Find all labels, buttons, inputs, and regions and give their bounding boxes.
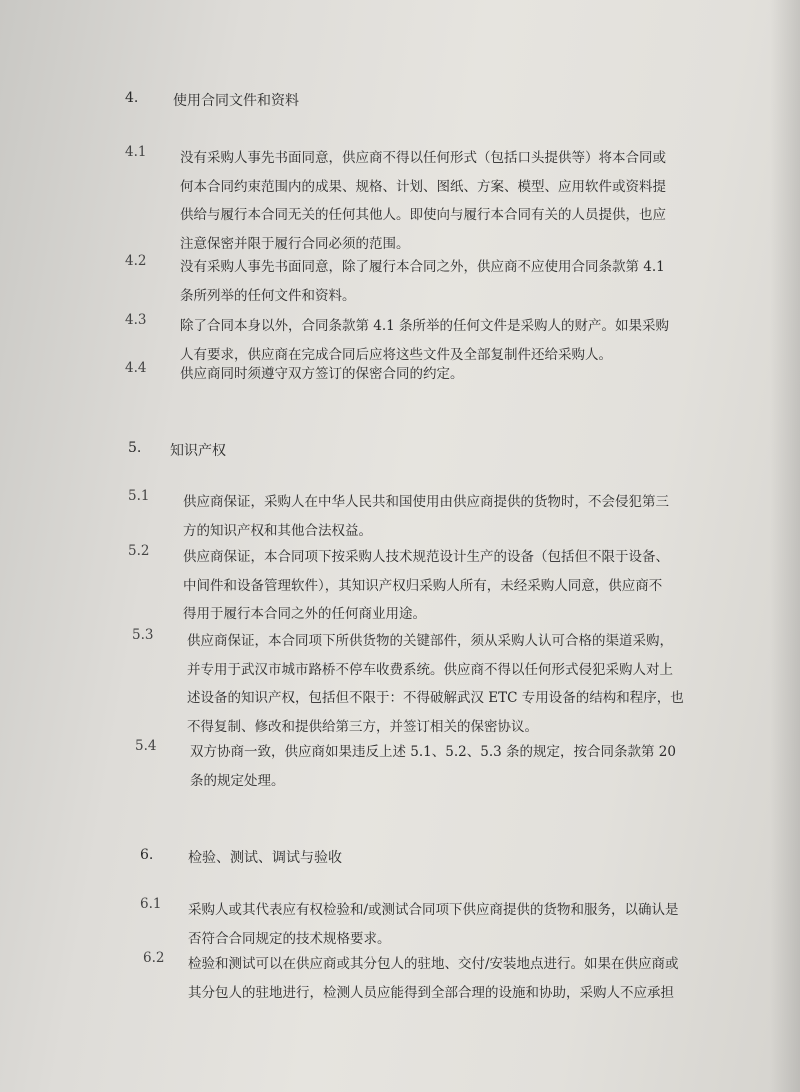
- clause-line: 检验和测试可以在供应商或其分包人的驻地、交付/安装地点进行。如果在供应商或: [188, 956, 679, 972]
- clause-number: 5.1: [128, 488, 150, 504]
- clause-line: 条的规定处理。: [190, 772, 285, 789]
- clause-line: 人有要求，供应商在完成合同后应将这些文件及全部复制件还给采购人。: [180, 346, 612, 363]
- section-number: 4.: [125, 90, 139, 106]
- section-title: 检验、测试、调试与验收: [188, 850, 342, 866]
- clause-line: 得用于履行本合同之外的任何商业用途。: [183, 606, 426, 622]
- clause-line: 中间件和设备管理软件），其知识产权归采购人所有，未经采购人同意，供应商不: [183, 577, 663, 594]
- clause-line: 供应商保证，采购人在中华人民共和国使用由供应商提供的货物时，不会侵犯第三: [183, 494, 669, 510]
- clause-text: [180, 360, 464, 389]
- clause-line: 供应商同时须遵守双方签订的保密合同的约定。: [180, 366, 464, 382]
- clause-text: [183, 488, 669, 545]
- clause-text: [183, 543, 669, 629]
- clause-text: [188, 896, 679, 953]
- page-shadow: [770, 0, 800, 1092]
- clause-line: 没有采购人事先书面同意，供应商不得以任何形式（包括口头提供等）将本合同或: [180, 150, 666, 166]
- clause-number: 4.3: [125, 312, 147, 328]
- clause-number: 5.2: [128, 543, 150, 559]
- clause-number: 6.2: [143, 950, 165, 966]
- clause-text: [180, 253, 665, 310]
- clause-line: 否符合合同规定的技术规格要求。: [188, 930, 391, 947]
- clause-number: 4.4: [125, 360, 147, 376]
- clause-number: 4.2: [125, 253, 147, 269]
- clause-line: 其分包人的驻地进行，检测人员应能得到全部合理的设施和协助，采购人不应承担: [188, 984, 674, 1001]
- clause-line: 除了合同本身以外，合同条款第 4.1 条所举的任何文件是采购人的财产。如果采购: [180, 318, 670, 334]
- clause-line: 供应商保证，本合同项下按采购人技术规范设计生产的设备（包括但不限于设备、: [183, 549, 669, 565]
- clause-line: 注意保密并限于履行合同必须的范围。: [180, 235, 410, 252]
- clause-line: 条所列举的任何文件和资料。: [180, 287, 356, 304]
- section-number: 6.: [140, 847, 154, 863]
- clause-line: 述设备的知识产权，包括但不限于：不得破解武汉 ETC 专用设备的结构和程序，也: [187, 690, 684, 706]
- clause-line: 供给与履行本合同无关的任何其他人。即使向与履行本合同有关的人员提供，也应: [180, 207, 666, 223]
- clause-text: [187, 627, 684, 741]
- clause-number: 5.3: [132, 627, 154, 643]
- section-title: 使用合同文件和资料: [173, 93, 299, 109]
- clause-number: 5.4: [135, 738, 157, 754]
- section-title: 知识产权: [170, 443, 226, 459]
- clause-text: [190, 738, 676, 795]
- clause-number: 4.1: [125, 144, 147, 160]
- clause-line: 双方协商一致，供应商如果违反上述 5.1、5.2、5.3 条的规定，按合同条款第 20: [190, 744, 676, 760]
- clause-text: [188, 950, 679, 1007]
- clause-line: 采购人或其代表应有权检验和/或测试合同项下供应商提供的货物和服务，以确认是: [188, 902, 679, 918]
- clause-line: 方的知识产权和其他合法权益。: [183, 522, 372, 539]
- clause-line: 不得复制、修改和提供给第三方，并签订相关的保密协议。: [187, 718, 538, 735]
- clause-line: 没有采购人事先书面同意，除了履行本合同之外，供应商不应使用合同条款第 4.1: [180, 259, 665, 275]
- clause-line: 何本合同约束范围内的成果、规格、计划、图纸、方案、模型、应用软件或资料提: [180, 178, 666, 195]
- clause-line: 并专用于武汉市城市路桥不停车收费系统。供应商不得以任何形式侵犯采购人对上: [187, 661, 673, 678]
- clause-text: [180, 144, 666, 258]
- section-number: 5.: [128, 440, 142, 456]
- clause-number: 6.1: [140, 896, 162, 912]
- clause-line: 供应商保证，本合同项下所供货物的关键部件，须从采购人认可合格的渠道采购，: [187, 633, 673, 649]
